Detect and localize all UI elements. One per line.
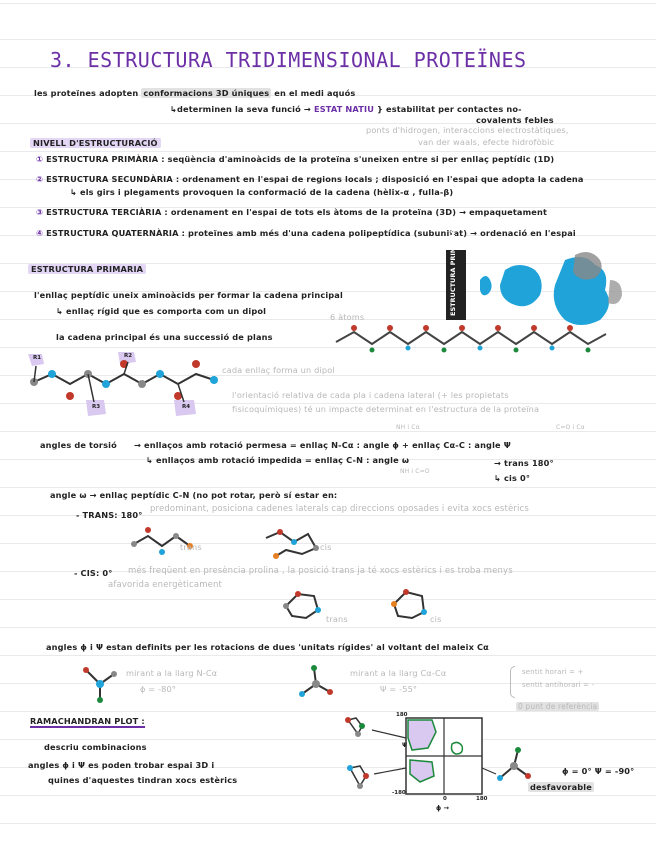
level-num: ① (36, 154, 44, 164)
psi-grey-2: Ψ = -55° (380, 684, 418, 694)
newman-phi-molecule (80, 664, 120, 704)
intro-line-2 (170, 104, 522, 114)
intro-function: ↳determinen la seva funció (170, 104, 301, 114)
primary-line-3: la cadena principal és una successió de plans (56, 332, 273, 342)
omega-cis-label: - CIS: 0° (74, 568, 113, 578)
peptide-chain-ball-stick (326, 322, 626, 362)
rama-line-3: quines d'aquestes tindran xocs estèrics (48, 775, 238, 785)
rama-unfavourable: desfavorable (530, 782, 592, 792)
tertiary-quaternary-illustrations (470, 250, 640, 330)
rama-x-label: ϕ → (436, 804, 449, 812)
rama-heading: RAMACHANDRAN PLOT : (30, 716, 145, 726)
omega-line: angle ω → enllaç peptídic C-N (no pot rotar, però sí estar en: (50, 490, 338, 500)
psi-grey-1: mirant a la llarg Cα-Cα (350, 668, 447, 678)
level-item-2 (36, 174, 584, 184)
trans-cis-molecules-1 (126, 524, 326, 564)
level-item-4 (36, 228, 576, 238)
peptide-chain-diagram (24, 350, 224, 420)
phi-grey-2: ϕ = -80° (140, 684, 177, 694)
torsion-grey-nh: NH i Cα (396, 424, 420, 431)
torsion-impeded: ↳ enllaços amb rotació impedida = enllaç C-N : angle ω (146, 455, 410, 465)
rama-x-max: 180 (476, 796, 488, 802)
intro-line-3: covalents febles (476, 115, 554, 125)
primary-grey-orient-2: fisicoquímiques) té un impacte determinat en l'estructura de la proteïna (232, 404, 540, 414)
intro-grey-2: van der waals, efecte hidrofòbic (418, 137, 555, 147)
level-item-3 (36, 207, 547, 217)
omega-trans: → trans 180° (494, 458, 554, 468)
level-num: ④ (36, 228, 44, 238)
rama-x-zero: 0 (443, 796, 447, 802)
primary-line-2: ↳ enllaç rígid que es comporta com un dipol (56, 306, 267, 316)
reference-point: 0 punt de referència (518, 702, 598, 711)
omega-trans-desc: predominant, posiciona cadenes laterals cap direccions oposades i evita xocs estèrics (150, 504, 529, 514)
arrow: → (303, 104, 311, 114)
torsion-title: angles de torsió (40, 440, 117, 450)
rama-line-2: angles ϕ i Ψ es poden trobar espai 3D i (28, 760, 215, 770)
intro-stability: } estabilitat per contactes no- (377, 104, 522, 114)
intro-highlight: conformacions 3D úniques (143, 88, 270, 98)
intro-line-1 (34, 88, 355, 98)
page-title: 3. ESTRUCTURA TRIDIMENSIONAL PROTEÏNES (50, 48, 527, 72)
omega-cis: ↳ cis 0° (494, 473, 531, 483)
r3-label: R3 (92, 404, 101, 410)
omega-trans-label: - TRANS: 180° (76, 510, 143, 520)
trans-cis-molecules-2 (278, 584, 448, 624)
primary-heading: ESTRUCTURA PRIMARIA (28, 264, 146, 274)
level-text: ESTRUCTURA SECUNDÀRIA : ordenament en l'espai de regions locals ; disposició en l'espai que adopta la cadena (46, 174, 584, 184)
native-state: ESTAT NATIU (313, 104, 375, 114)
level-text: ESTRUCTURA QUATERNÀRIA : proteïnes amb més d'una cadena polipeptídica (subunitat) → ordenació en l'espai (46, 228, 576, 238)
torsion-allowed: → enllaços amb rotació permesa = enllaç N-Cα : angle ϕ + enllaç Cα-C : angle Ψ (134, 440, 511, 450)
cis-caption-2: cis (430, 614, 442, 624)
level-item-2b: ↳ els girs i plegaments provoquen la conformació de la cadena (hèlix-α , fulla-β) (70, 187, 454, 197)
brace (510, 666, 515, 698)
primary-line-1: l'enllaç peptídic uneix aminoàcids per formar la cadena principal (34, 290, 343, 300)
trans-caption-2: trans (326, 614, 348, 624)
intro-grey-1: ponts d'hidrogen, interaccions electrostàtiques, (366, 125, 569, 135)
r4-label: R4 (182, 404, 191, 410)
level-num: ③ (36, 207, 44, 217)
newman-psi-molecule (296, 664, 336, 704)
r1-label: R1 (33, 355, 42, 361)
primary-grey-atoms: 6 àtoms (330, 312, 365, 322)
intro-text-end: en el medi aquós (274, 88, 356, 98)
omega-cis-desc-1: més freqüent en presència prolina , la posició trans ja té xocs estèrics i es troba menys (128, 566, 513, 576)
level-item-1 (36, 154, 554, 164)
omega-cis-desc-2: afavorida energèticament (108, 580, 223, 590)
torsion-grey-ca: C=O i Cα (556, 424, 585, 431)
rama-right-angles: ϕ = 0° Ψ = -90° (562, 766, 635, 776)
rama-y-min: -180 (392, 790, 406, 796)
sense-clockwise: sentit horari = + (522, 668, 584, 676)
intro-text: les proteïnes adopten (34, 88, 139, 98)
level-text: ESTRUCTURA TERCIÀRIA : ordenament en l'espai de tots els àtoms de la proteïna (3D) → empaquetament (46, 207, 548, 217)
r2-label: R2 (124, 353, 133, 359)
primary-grey-dipol: cada enllaç forma un dipol (222, 365, 335, 375)
level-text: ESTRUCTURA PRIMÀRIA : seqüència d'aminoàcids de la proteïna s'uneixen entre si per enllaç peptídic (1D) (46, 154, 555, 164)
rama-line-1: descriu combinacions (44, 742, 147, 752)
torsion-grey-co: NH i C=O (400, 468, 430, 475)
cis-caption-1: cis (320, 542, 332, 552)
ramachandran-plot (340, 708, 500, 808)
level-num: ② (36, 174, 44, 184)
sense-anticlockwise: sentit antihorari = - (522, 681, 595, 689)
primary-grey-orient-1: l'orientació relativa de cada pla i cadena lateral (+ les propietats (232, 390, 509, 400)
phi-grey-1: mirant a la llarg N-Cα (126, 668, 218, 678)
unfavourable-molecule (494, 746, 534, 786)
phipsi-line: angles ϕ i Ψ estan definits per les rotacions de dues 'unitats rígides' al voltant del maleix Cα (46, 642, 489, 652)
rama-y-max: 180 (396, 712, 408, 718)
levels-heading: NIVELL D'ESTRUCTURACIÓ (30, 138, 161, 148)
rama-y-label: Ψ (402, 742, 408, 749)
side-label: ESTRUCTURA PRIMÀRIA (449, 229, 457, 316)
trans-caption-1: trans (180, 542, 202, 552)
